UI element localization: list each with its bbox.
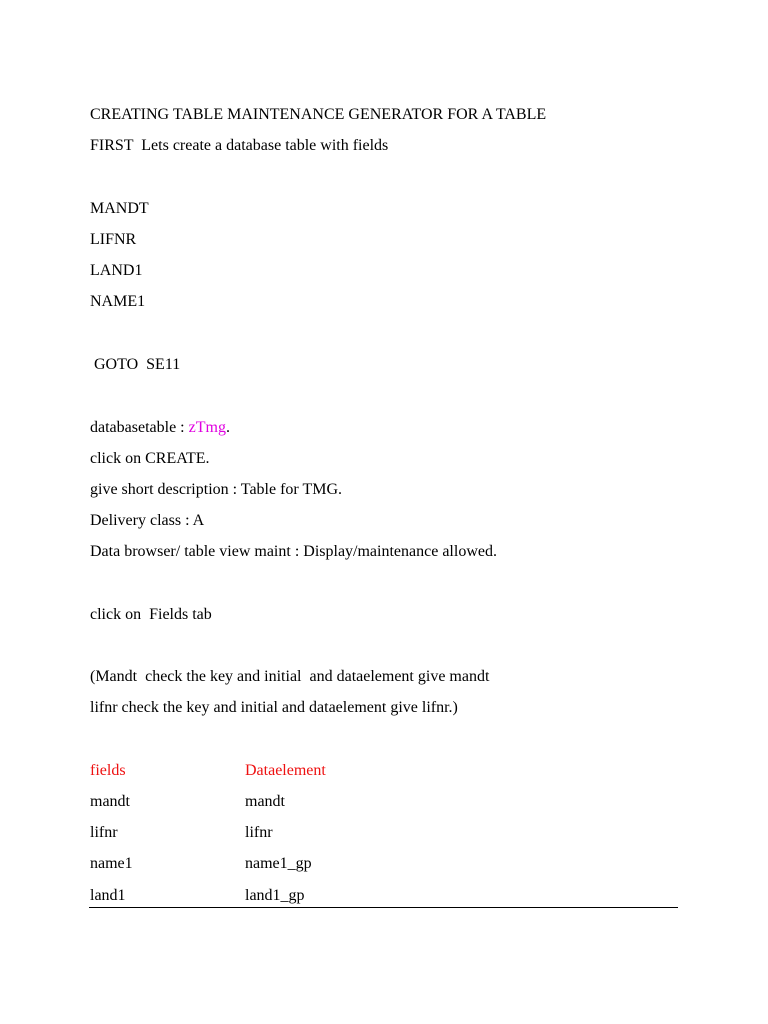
delivery-class-line: Delivery class : A — [90, 512, 205, 529]
table-cell-dataelement: mandt — [245, 793, 285, 810]
table-header-dataelement: Dataelement — [245, 762, 326, 779]
click-create-line: click on CREATE. — [90, 450, 210, 467]
dbtable-suffix: . — [225, 419, 230, 436]
short-description-line: give short description : Table for TMG. — [90, 481, 343, 498]
click-fields-line: click on Fields tab — [90, 606, 212, 623]
table-cell-dataelement: name1_gp — [245, 855, 312, 872]
document-title: CREATING TABLE MAINTENANCE GENERATOR FOR A TABLE — [90, 106, 547, 123]
note-line-1: (Mandt check the key and initial and dataelement give mandt — [90, 668, 490, 685]
browser-maint-line: Data browser/ table view maint : Display/maintenance allowed. — [90, 543, 497, 560]
table-cell-field: mandt — [90, 793, 130, 810]
table-cell-field: lifnr — [90, 824, 118, 841]
table-cell-dataelement: lifnr — [245, 824, 273, 841]
field-list-item: MANDT — [90, 200, 149, 217]
goto-line: GOTO SE11 — [90, 356, 181, 373]
horizontal-rule — [89, 907, 678, 908]
table-row — [90, 854, 312, 874]
table-cell-field: name1 — [90, 855, 133, 872]
intro-line: FIRST Lets create a database table with fields — [90, 137, 389, 154]
table-cell-field: land1 — [90, 887, 126, 904]
field-list-item: LAND1 — [90, 262, 143, 279]
field-list-item: NAME1 — [90, 293, 146, 310]
dbtable-name: zTmg — [188, 419, 226, 436]
dbtable-prefix: databasetable : — [90, 419, 189, 436]
dbtable-line — [90, 418, 230, 438]
table-row — [90, 823, 273, 843]
table-header-fields: fields — [90, 762, 126, 779]
field-list-item: LIFNR — [90, 231, 137, 248]
table-header-row — [90, 761, 326, 781]
table-row — [90, 792, 285, 812]
table-row — [90, 886, 305, 906]
table-cell-dataelement: land1_gp — [245, 887, 305, 904]
note-line-2: lifnr check the key and initial and dataelement give lifnr.) — [90, 699, 458, 716]
